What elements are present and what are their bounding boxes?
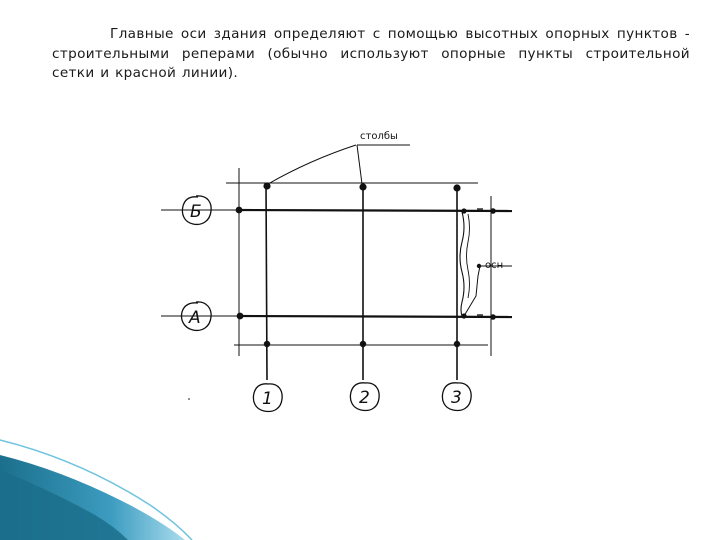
axis-point [461, 313, 466, 318]
axis-point [477, 264, 481, 268]
axis-a-label: А [189, 308, 201, 328]
axis-2-label: 2 [359, 388, 370, 408]
paragraph: Главные оси здания определяют с помощью высотных опорных пунктов - строительными реперами (обычно используют опорные пункты строительной сетки и красной линии). [52, 26, 690, 81]
axis-1-label: 1 [262, 389, 273, 409]
osn-label: осн [485, 260, 504, 271]
axis-a-line [240, 316, 512, 317]
axis-point [237, 313, 244, 320]
column-point [453, 184, 460, 191]
columns-leader-2 [357, 145, 362, 184]
stray-point [188, 398, 190, 400]
axis-b-line [238, 210, 512, 211]
axis-point [454, 341, 460, 347]
axis-point [236, 207, 243, 214]
wave-annotation [460, 212, 464, 316]
wave-annotation-2 [467, 214, 470, 298]
axis-b-label: Б [190, 202, 202, 222]
axis-point [490, 208, 496, 214]
osn-leader [464, 266, 512, 316]
axis-point [490, 314, 496, 320]
axis-point [461, 208, 466, 213]
column-point [263, 182, 270, 189]
column-point [359, 183, 366, 190]
columns-leader-1 [268, 145, 356, 184]
axis-1-line [266, 185, 267, 380]
columns-label: столбы [360, 131, 398, 142]
axis-3-label: 3 [451, 388, 462, 408]
axis-point [360, 341, 366, 347]
axis-point [264, 341, 270, 347]
